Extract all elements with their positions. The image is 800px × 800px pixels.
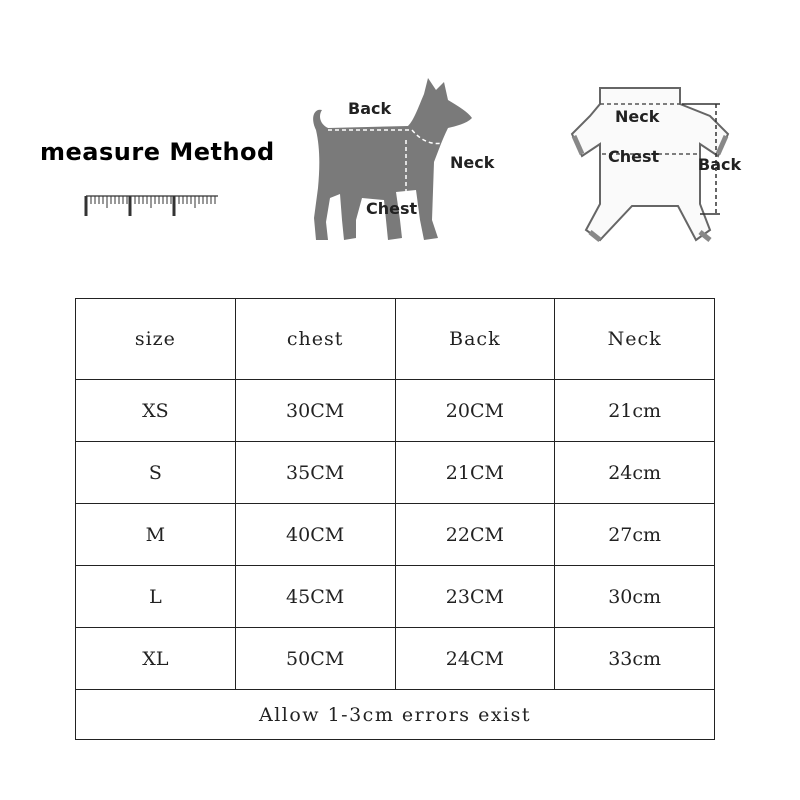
cell-chest: 50CM [235,628,395,690]
dog-back-label: Back [348,99,392,118]
cell-chest: 30CM [235,380,395,442]
cell-back: 20CM [395,380,555,442]
table-row [76,504,715,566]
dog-measurement-diagram [300,70,510,250]
size-chart-table [75,298,715,740]
shirt-back-label: Back [698,155,742,174]
shirt-chest-label: Chest [608,147,660,166]
cell-back: 24CM [395,628,555,690]
dog-neck-label: Neck [450,153,495,172]
table-row [76,380,715,442]
column-header-chest: chest [235,299,395,380]
table-note-row [76,690,715,740]
measure-method-title: measure Method [40,138,275,166]
cell-neck: 30cm [555,566,715,628]
table-row [76,628,715,690]
cell-size: S [76,442,236,504]
cell-neck: 27cm [555,504,715,566]
cell-neck: 24cm [555,442,715,504]
cell-back: 23CM [395,566,555,628]
column-header-size: size [76,299,236,380]
cell-chest: 45CM [235,566,395,628]
cell-back: 22CM [395,504,555,566]
cell-chest: 35CM [235,442,395,504]
table-header-row [76,299,715,380]
cell-size: L [76,566,236,628]
cell-size: M [76,504,236,566]
column-header-back: Back [395,299,555,380]
shirt-neck-label: Neck [615,107,660,126]
shirt-measurement-diagram [560,80,750,250]
table-row [76,566,715,628]
column-header-neck: Neck [555,299,715,380]
tolerance-note: Allow 1-3cm errors exist [76,690,715,740]
cell-chest: 40CM [235,504,395,566]
cell-size: XL [76,628,236,690]
dog-chest-label: Chest [366,199,418,218]
cell-size: XS [76,380,236,442]
cell-neck: 21cm [555,380,715,442]
cell-neck: 33cm [555,628,715,690]
table-row [76,442,715,504]
ruler-icon [82,190,222,220]
cell-back: 21CM [395,442,555,504]
